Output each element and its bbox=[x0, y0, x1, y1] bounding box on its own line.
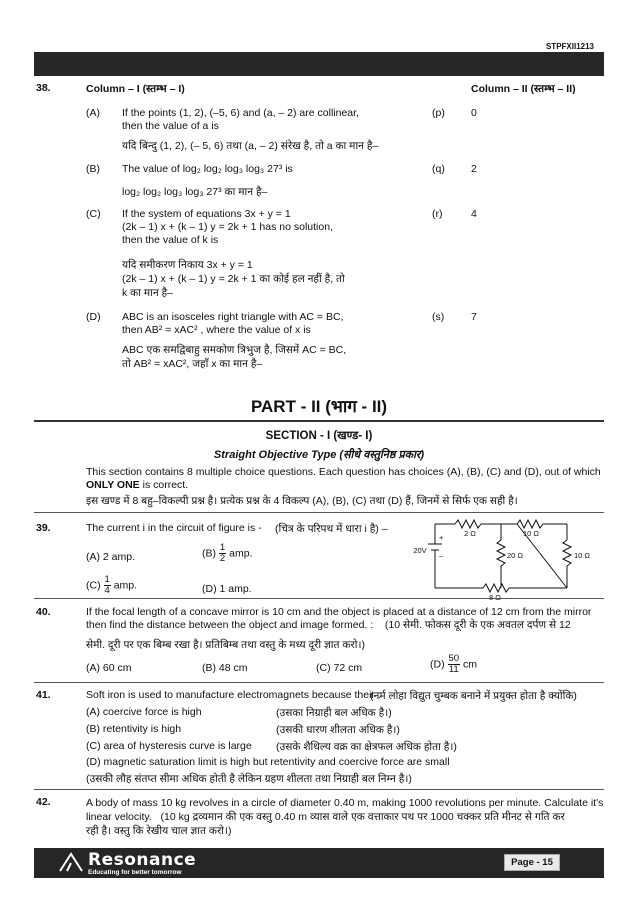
option-c: (C) 72 cm bbox=[316, 662, 363, 674]
question-text-hindi: (नर्म लोहा विद्युत चुम्बक बनाने में प्रयुक्त होता है क्योंकि) bbox=[370, 690, 577, 702]
option-b-hindi: (उसकी धारण शीलता अधिक है।) bbox=[276, 724, 400, 736]
resistor-label: 10 Ω bbox=[574, 551, 591, 560]
option-a: (A) 2 amp. bbox=[86, 551, 136, 563]
circuit-diagram bbox=[413, 516, 595, 604]
divider bbox=[34, 789, 604, 790]
option-b: (B) $\frac{1}{2}$ amp. bbox=[202, 542, 253, 564]
option-b: (B) retentivity is high bbox=[86, 723, 182, 735]
section-title: SECTION - I (खण्ड- I) bbox=[265, 430, 373, 442]
section-instructions-hindi: इस खण्ड में 8 बहु–विकल्पी प्रश्न है। प्रत्येक प्रश्न के 4 विकल्प (A), (B), (C) तथा (D) हैं, जिनमें से सिर्फ एक सही है। bbox=[86, 495, 518, 507]
divider bbox=[34, 512, 604, 513]
brand-tagline: Educating for better tomorrow bbox=[88, 869, 182, 876]
question-number: 42. bbox=[36, 796, 51, 808]
option-a-hindi: (उसका निग्राही बल अधिक है।) bbox=[276, 707, 392, 719]
item-text: If the points (1, 2), (–5, 6) and (a, – 2) are collinear, then the value of a is bbox=[122, 107, 359, 132]
option-c-hindi: (उसके शैथिल्य वक्र का क्षेत्रफल अधिक होता है।) bbox=[276, 741, 457, 753]
section-instructions: This section contains 8 multiple choice questions. Each question has choices (A), (B), (C) and (D), out of which ONLY ONE is correct. bbox=[86, 466, 601, 491]
polarity-minus: – bbox=[439, 551, 444, 560]
page-number: Page - 15 bbox=[504, 854, 560, 871]
item-label: (D) bbox=[86, 311, 101, 323]
question-number: 38. bbox=[36, 82, 51, 94]
question-text: If the focal length of a concave mirror is 10 cm and the object is placed at a distance of 12 cm from the mirror then find the distance between the object and image formed. : (10 सेमी. फोकस दूरी के एक अवतल दर्पण से 12 bbox=[86, 606, 592, 631]
resistor-label: 20 Ω bbox=[507, 551, 524, 560]
question-text-hindi: (चित्र के परिपथ में धारा i है) – bbox=[275, 523, 388, 535]
item-text-hindi: यदि समीकरण निकाय 3x + y = 1 (2k – 1) x + (k – 1) y = 2k + 1 का कोई हल नहीं है, तो k का मान है– bbox=[122, 259, 345, 299]
item-text: ABC is an isosceles right triangle with AC = BC, then AB² = xAC² , where the value of x is bbox=[122, 311, 344, 336]
item-label: (C) bbox=[86, 208, 101, 220]
question-number: 40. bbox=[36, 606, 51, 618]
question-text: A body of mass 10 kg revolves in a circle of diameter 0.40 m, making 1000 revolutions per minute. Calculate it's linear velocity. (10 kg द्रव्यमान की एक वस्तु 0.40 m व्यास वाले एक वत्ताकार पथ पर 1000 चक्कर प्रति मीनट से गति कर रही है। वस्तु कि रेखीय चाल ज्ञात करो।) bbox=[86, 797, 604, 837]
option-a: (A) 60 cm bbox=[86, 662, 132, 674]
header-bar bbox=[34, 52, 604, 76]
section-subtitle: Straight Objective Type (सीधे वस्तुनिष्ठ प्रकार) bbox=[213, 449, 425, 461]
option-a: (A) coercive force is high bbox=[86, 706, 202, 718]
option-d: (D) magnetic saturation limit is high but retentivity and coercive force are small bbox=[86, 756, 450, 768]
item-text: If the system of equations 3x + y = 1 (2k – 1) x + (k – 1) y = 2k + 1 has no solution, then the value of k is bbox=[122, 208, 333, 246]
match-label: (q) bbox=[432, 163, 445, 175]
polarity-plus: + bbox=[439, 533, 444, 542]
item-text-hindi: यदि बिन्दु (1, 2), (– 5, 6) तथा (a, – 2) संरेख है, तो a का मान है– bbox=[122, 140, 379, 152]
column-1-heading: Column – I (स्तम्भ – I) bbox=[86, 83, 185, 95]
option-d-hindi: (उसकी लौह संतप्त सीमा अधिक होती है लेकिन ग्रहण शीलता तथा निग्राही बल निम्न है।) bbox=[86, 773, 412, 785]
question-text-hindi: सेमी. दूरी पर एक बिम्ब रखा है। प्रतिबिम्ब तथा वस्तु के मध्य दूरी ज्ञात करो।) bbox=[86, 639, 365, 651]
match-value: 4 bbox=[471, 208, 477, 220]
option-d: (D) 1 amp. bbox=[202, 583, 252, 595]
item-label: (B) bbox=[86, 163, 100, 175]
match-label: (p) bbox=[432, 107, 445, 119]
option-d: (D) $\frac{50}{11}$ cm bbox=[430, 653, 477, 675]
option-c: (C) $\frac{1}{4}$ amp. bbox=[86, 574, 138, 596]
question-number: 41. bbox=[36, 689, 51, 701]
resistor-label: 8 Ω bbox=[489, 593, 501, 602]
divider bbox=[34, 420, 604, 422]
match-value: 2 bbox=[471, 163, 477, 175]
divider bbox=[34, 598, 604, 599]
question-number: 39. bbox=[36, 522, 51, 534]
divider bbox=[34, 682, 604, 683]
brand-name: Resonance bbox=[88, 850, 197, 870]
document-code: STPFXII1213 bbox=[545, 42, 594, 51]
option-b: (B) 48 cm bbox=[202, 662, 248, 674]
column-2-heading: Column – II (स्तम्भ – II) bbox=[471, 83, 576, 95]
item-text-hindi: ABC एक समद्विबाहु समकोण त्रिभुज है, जिसमें AC = BC, तो AB² = xAC², जहाँ x का मान है– bbox=[122, 344, 347, 370]
question-text: Soft iron is used to manufacture electromagnets because their : bbox=[86, 689, 381, 701]
part-title: PART - II (भाग - II) bbox=[250, 397, 388, 416]
resonance-logo-icon bbox=[58, 851, 84, 873]
item-text-hindi: log₂ log₂ log₃ log₃ 27³ का मान है– bbox=[122, 186, 268, 198]
source-label: 20V bbox=[413, 546, 427, 555]
match-label: (r) bbox=[432, 208, 443, 220]
option-c: (C) area of hysteresis curve is large bbox=[86, 740, 252, 752]
item-text: The value of log₂ log₂ log₃ log₃ 27³ is bbox=[122, 163, 293, 175]
question-text: The current i in the circuit of figure is - bbox=[86, 522, 262, 534]
resistor-label: 2 Ω bbox=[464, 529, 476, 538]
match-value: 0 bbox=[471, 107, 477, 119]
resistor-label: 10 Ω bbox=[523, 529, 540, 538]
match-value: 7 bbox=[471, 311, 477, 323]
item-label: (A) bbox=[86, 107, 100, 119]
match-label: (s) bbox=[432, 311, 445, 323]
